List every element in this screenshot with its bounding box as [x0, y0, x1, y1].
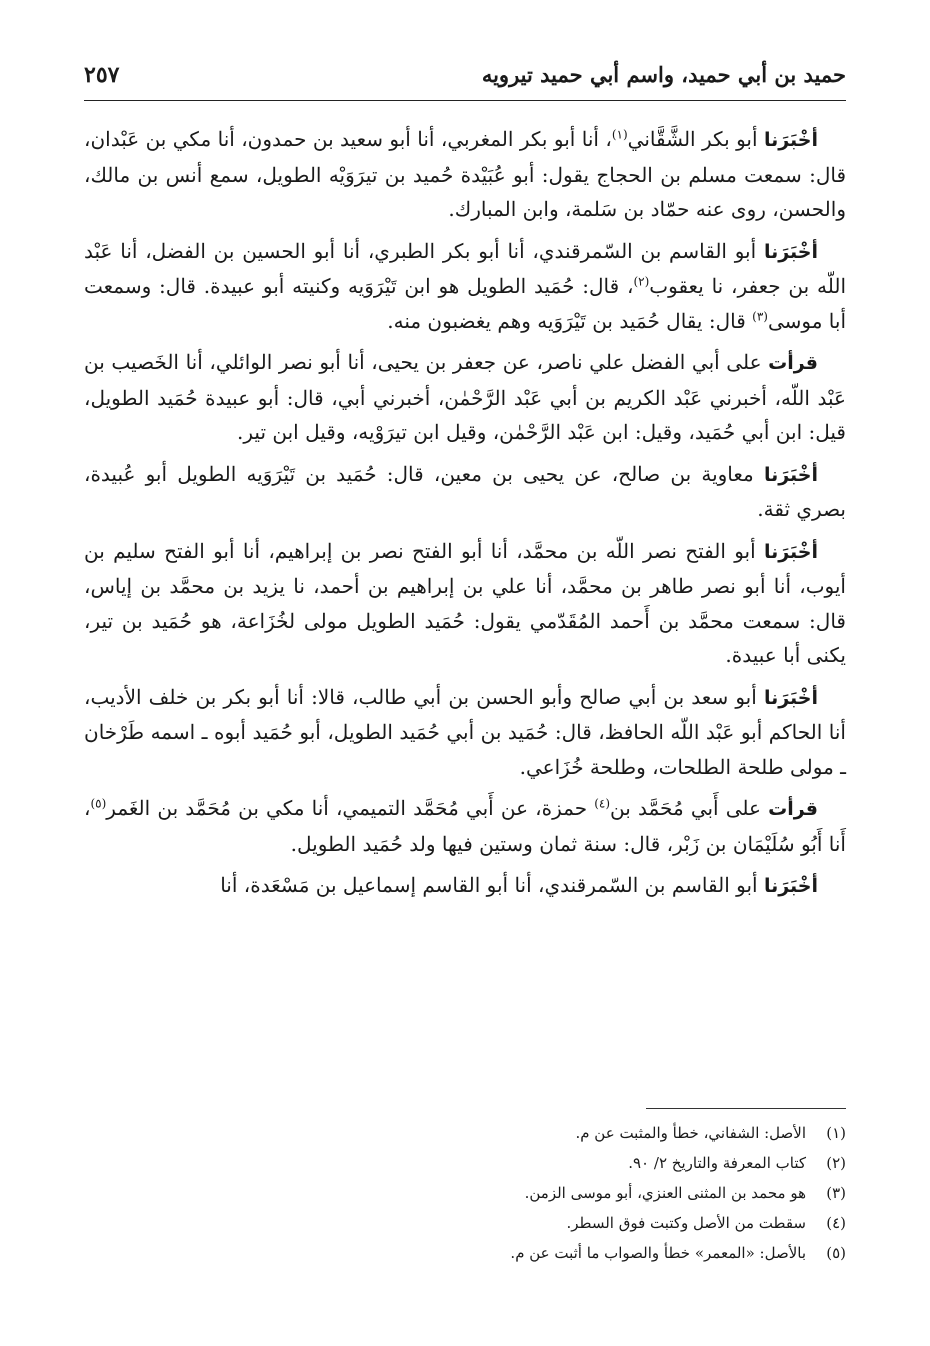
paragraph-text: أبو القاسم بن السّمرقندي، أنا أبو بكر الطبري، أنا أبو الحسين بن الفضل، أنا عَبْد اللّه بن جعفر، نا يعقوب	[84, 238, 847, 298]
header-rule	[84, 100, 846, 101]
footnote-text: هو محمد بن المثنى العنزي، أبو موسى الزمن.	[524, 1184, 806, 1202]
footnote-text: الأصل: الشفاني، خطأ والمثبت عن م.	[575, 1124, 806, 1142]
paragraph-text: ، أَنا أَبُو سُلَيْمَان بن زَبْر، قال: سنة ثمان وستين فيها ولد حُمَيد الطويل.	[84, 796, 846, 856]
paragraph-text: حمزة، عن أَبي مُحَمَّد التميمي، أنا مكي بن مُحَمَّد بن الغَمر	[106, 796, 595, 820]
footnote-reference: (٢)	[633, 274, 650, 289]
paragraph-lead-word: قرأت	[768, 352, 818, 374]
paragraph-lead-word: أخْبَرَنا	[763, 686, 818, 709]
footnote-reference: (١)	[611, 127, 628, 142]
footnote-reference: (٤)	[594, 796, 611, 811]
paragraph-text: قال: يقال حُمَيد بن تَيْرَوَيه وهم يغضبون منه.	[387, 308, 753, 333]
paragraph-lead-word: أخْبَرَنا	[763, 240, 819, 263]
paragraph	[84, 345, 846, 450]
page-number: ٢٥٧	[84, 62, 120, 88]
paragraph	[84, 791, 846, 861]
paragraph-text: أبو القاسم بن السّمرقندي، أنا أبو القاسم إسماعيل بن مَسْعَدة، أنا	[220, 873, 764, 897]
paragraph-text: على أَبي مُحَمَّد بن	[610, 796, 769, 820]
paragraph	[84, 680, 846, 785]
paragraph-text: أبو الفتح نصر اللّه بن محمَّد، أنا أبو الفتح نصر بن إبراهيم، أنا أبو الفتح سليم بن أيوب، أنا أبو نصر طاهر بن محمَّد، أنا علي بن إبراهيم بن أحمد، نا يزيد بن محمَّد بن إياس، قال: سمعت محمَّد بن أَحمد المُقَدّمي يقول: حُمَيد الطويل مولى لخُزَاعة، هو حُمَيد بن تير، يكنى أبا عبيدة.	[84, 538, 846, 667]
paragraph-text: ، قال: حُمَيد الطويل هو ابن تَيْرَوَيه وكنيته أبو عبيدة. قال: وسمعت أبا موسى	[84, 274, 846, 333]
footnote-item	[84, 1238, 846, 1268]
footnote-reference: (٣)	[752, 308, 768, 323]
paragraph-lead-word: قرأت	[768, 798, 818, 820]
paragraph-lead-word: أخْبَرَنا	[763, 875, 818, 897]
running-head-title: حميد بن أبي حميد، واسم أبي حميد تيرويه	[481, 62, 846, 87]
paragraph	[84, 534, 846, 673]
paragraph	[84, 234, 846, 339]
footnote-number: (٤)	[826, 1214, 846, 1232]
paragraph-lead-word: أخْبَرَنا	[763, 463, 818, 486]
paragraph-text: ، أنا أبو بكر المغربي، أنا أبو سعيد بن حمدون، أنا مكي بن عَبْدان، قال: سمعت مسلم بن الحجاج يقول: أبو عُبَيْدة حُميد بن تيرَوَيْه الطويل، سمع أنس بن مالك، والحسن، روى عنه حمّاد بن سَلمة، وابن المبارك.	[84, 127, 846, 221]
footnote-item	[84, 1208, 846, 1238]
paragraph	[84, 122, 846, 227]
footnote-number: (١)	[826, 1124, 846, 1142]
footnote-number: (٥)	[826, 1244, 846, 1262]
footnote-text: سقطت من الأصل وكتبت فوق السطر.	[566, 1214, 806, 1232]
paragraph-text: معاوية بن صالح، عن يحيى بن معين، قال: حُمَيد بن تَيْرَوَيه الطويل أبو عُبيدة، بصري ثقة.	[84, 461, 846, 521]
paragraph-text: أبو بكر الشَّقَّاني	[627, 127, 764, 151]
running-head	[84, 56, 846, 96]
body-text	[84, 122, 846, 911]
footnote-number: (٣)	[826, 1184, 846, 1202]
footnote-text: كتاب المعرفة والتاريخ ٢/ ٩٠.	[628, 1154, 806, 1172]
paragraph	[84, 457, 846, 527]
footnote-item	[84, 1178, 846, 1208]
footnote-reference: (٥)	[90, 796, 107, 811]
footnotes	[84, 1118, 846, 1268]
footnote-item	[84, 1118, 846, 1148]
paragraph-text: أبو سعد بن أبي صالح وأبو الحسن بن أبي طالب، قالا: أنا أبو بكر بن خلف الأديب، أنا الحاكم أبو عَبْد اللّه الحافظ، قال: حُمَيد بن أبي حُمَيد الطويل، أبو حُمَيد أبوه ـ اسمه طَرْخان ـ مولى طلحة الطلحات، وطلحة خُزَاعي.	[84, 684, 846, 779]
paragraph-lead-word: أخْبَرَنا	[763, 540, 818, 563]
footnote-text: بالأصل: «المعمر» خطأ والصواب ما أثبت عن م.	[510, 1244, 806, 1262]
footnote-item	[84, 1148, 846, 1178]
paragraph	[84, 868, 846, 904]
footnote-separator	[646, 1108, 846, 1109]
paragraph-text: على أبي الفضل علي ناصر، عن جعفر بن يحيى، أنا أبو نصر الوائلي، أنا الخَصيب بن عَبْد اللّه، أخبرني عَبْد الكريم بن أبي عَبْد الرَّحْمٰن، أخبرني أبي، قال: أبو عبيدة حُمَيد الطويل، قيل: ابن أبي حُمَيد، وقيل: ابن عَبْد الرَّحْمٰن، وقيل ابن تيرَوْيه، وقيل ابن تير.	[84, 350, 846, 444]
footnote-number: (٢)	[826, 1154, 846, 1172]
paragraph-lead-word: أخْبَرَنا	[763, 129, 818, 151]
